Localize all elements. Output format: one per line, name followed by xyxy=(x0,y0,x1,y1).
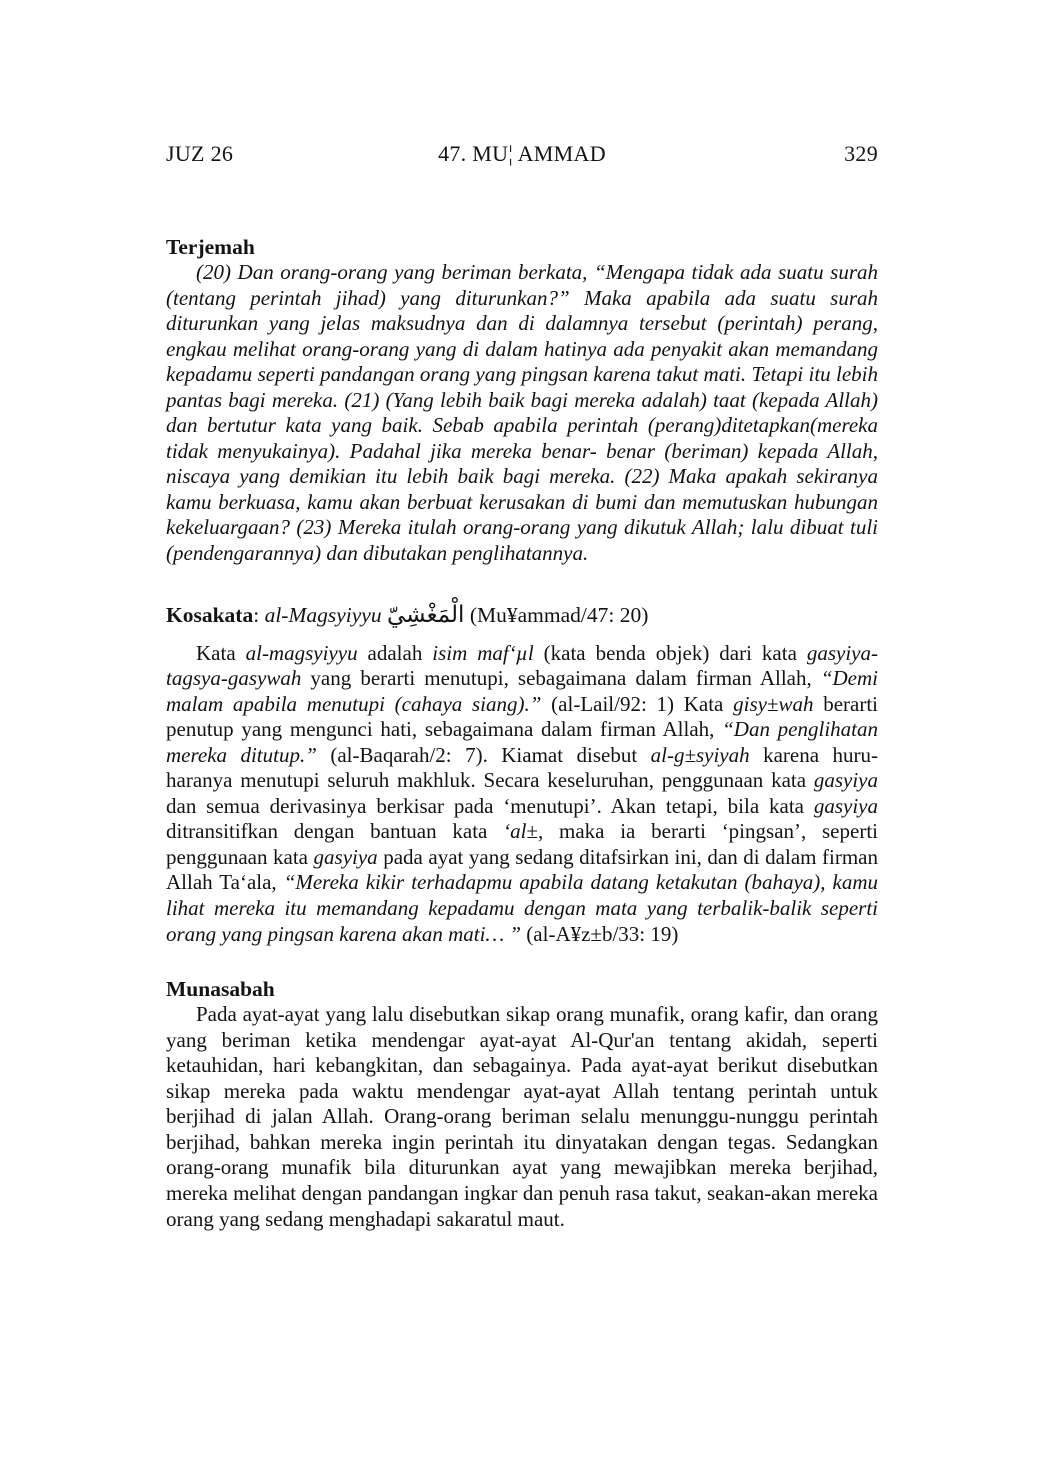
page-content xyxy=(166,0,878,1232)
text-segment: Kosakata xyxy=(166,602,254,627)
terjemah-heading: Terjemah xyxy=(166,235,255,259)
text-segment: ditransitifkan dengan bantuan kata xyxy=(166,819,504,844)
text-segment: , maka ia berarti ‘pingsan’, seperti penggunaan kata xyxy=(166,819,878,869)
text-segment: karena huru-haranya menutupi seluruh makhluk. Secara keseluruhan, penggunaan kata xyxy=(166,742,878,793)
text-segment: adalah xyxy=(357,640,433,665)
page-number: 329 xyxy=(844,141,878,166)
text-segment: al-g±syiyah xyxy=(650,742,750,767)
text-segment: gisy±wah xyxy=(733,691,814,716)
text-segment: (kata benda objek) dari kata xyxy=(533,640,807,665)
text-segment: pada ayat yang sedang ditafsirkan ini, dan di dalam firman Allah Ta‘ala, xyxy=(166,844,878,895)
text-segment: (al-Lail/92: 1) Kata xyxy=(541,691,734,716)
text-segment: (al-Baqarah/2: 7). Kiamat disebut xyxy=(316,742,651,767)
text-segment: : xyxy=(253,602,265,627)
text-segment: isim maf‘µl xyxy=(432,640,534,665)
munasabah-paragraph: Pada ayat-ayat yang lalu disebutkan sikap orang munafik, orang kafir, dan orang yang beriman ketika mendengar ayat-ayat Al-Qur'an tentang akidah, seperti ketauhidan, hari kebangkitan, dan sebagainya. Pada ayat-ayat berikut disebutkan sikap mereka pada waktu mendengar ayat-ayat Allah tentang perintah untuk berjihad di jalan Allah. Orang-orang beriman selalu menunggu-nunggu perintah berjihad, bahkan mereka ingin perintah itu dinyatakan dengan tegas. Sedangkan orang-orang munafik bila diturunkan ayat yang mewajibkan mereka berjihad, mereka melihat dengan pandangan ingkar dan penuh rasa takut, seakan-akan mereka orang yang sedang menghadapi sakaratul maut. xyxy=(166,1002,878,1231)
text-segment: gasyiya xyxy=(313,844,378,869)
kosakata-paragraph xyxy=(166,641,878,948)
text-segment: gasyiya xyxy=(813,793,878,818)
text-segment: “Dan penglihatan mereka ditutup.” xyxy=(166,717,878,767)
kosakata-heading xyxy=(166,598,878,632)
text-segment: ‘al± xyxy=(503,819,538,844)
text-segment: (al-A¥z±b/33: 19) xyxy=(521,921,679,946)
page-header xyxy=(166,141,878,167)
surah-title: 47. MU¦ AMMAD xyxy=(438,141,606,166)
juz-label: JUZ 26 xyxy=(166,141,234,166)
munasabah-heading: Munasabah xyxy=(166,977,275,1002)
text-segment: “Mereka kikir terhadapmu apabila datang ketakutan (bahaya), kamu lihat mereka itu memandang kepadamu dengan mata yang terbalik-balik seperti orang yang pingsan karena akan mati… ” xyxy=(166,870,878,946)
text-segment: yang berarti menutupi, sebagaimana dalam firman Allah, xyxy=(301,666,821,691)
text-segment: al-Magsyiyyu xyxy=(264,602,387,627)
text-segment: dan semua derivasinya berkisar pada ‘menutupi’. Akan tetapi, bila kata xyxy=(166,793,814,818)
terjemah-paragraph: (20) Dan orang-orang yang beriman berkata, “Mengapa tidak ada suatu surah (tentang perintah jihad) yang diturunkan?” Maka apabila ada suatu surah diturunkan yang jelas maksudnya dan di dalamnya tersebut (perintah) perang, engkau melihat orang-orang yang di dalam hatinya ada penyakit akan memandang kepadamu seperti pandangan orang yang pingsan karena takut mati. Tetapi itu lebih pantas bagi mereka. (21) (Yang lebih baik bagi mereka adalah) taat (kepada Allah) dan bertutur kata yang baik. Sebab apabila perintah (perang)ditetapkan(mereka tidak menyukainya). Padahal jika mereka benar- benar (beriman) kepada Allah, niscaya yang demikian itu lebih baik bagi mereka. (22) Maka apakah sekiranya kamu berkuasa, kamu akan berbuat kerusakan di bumi dan memutuskan hubungan kekeluargaan? (23) Mereka itulah orang-orang yang dikutuk Allah; lalu dibuat tuli (pendengarannya) dan dibutakan penglihatannya. xyxy=(166,260,878,566)
text-segment: “Demi malam apabila menutupi (cahaya siang).” xyxy=(166,666,878,716)
text-segment: berarti penutup yang mengunci hati, sebagaimana dalam firman Allah, xyxy=(166,691,879,742)
text-segment: Kata xyxy=(196,640,246,665)
text-segment: (Mu¥ammad/47: 20) xyxy=(464,602,649,627)
text-segment: gasyiya xyxy=(813,768,878,793)
text-segment: al-magsyiyyu xyxy=(245,640,358,665)
text-segment: gasyiya-tagsya-gasywah xyxy=(166,640,878,691)
arabic-text: الْمَغْشِيّ xyxy=(386,601,465,628)
